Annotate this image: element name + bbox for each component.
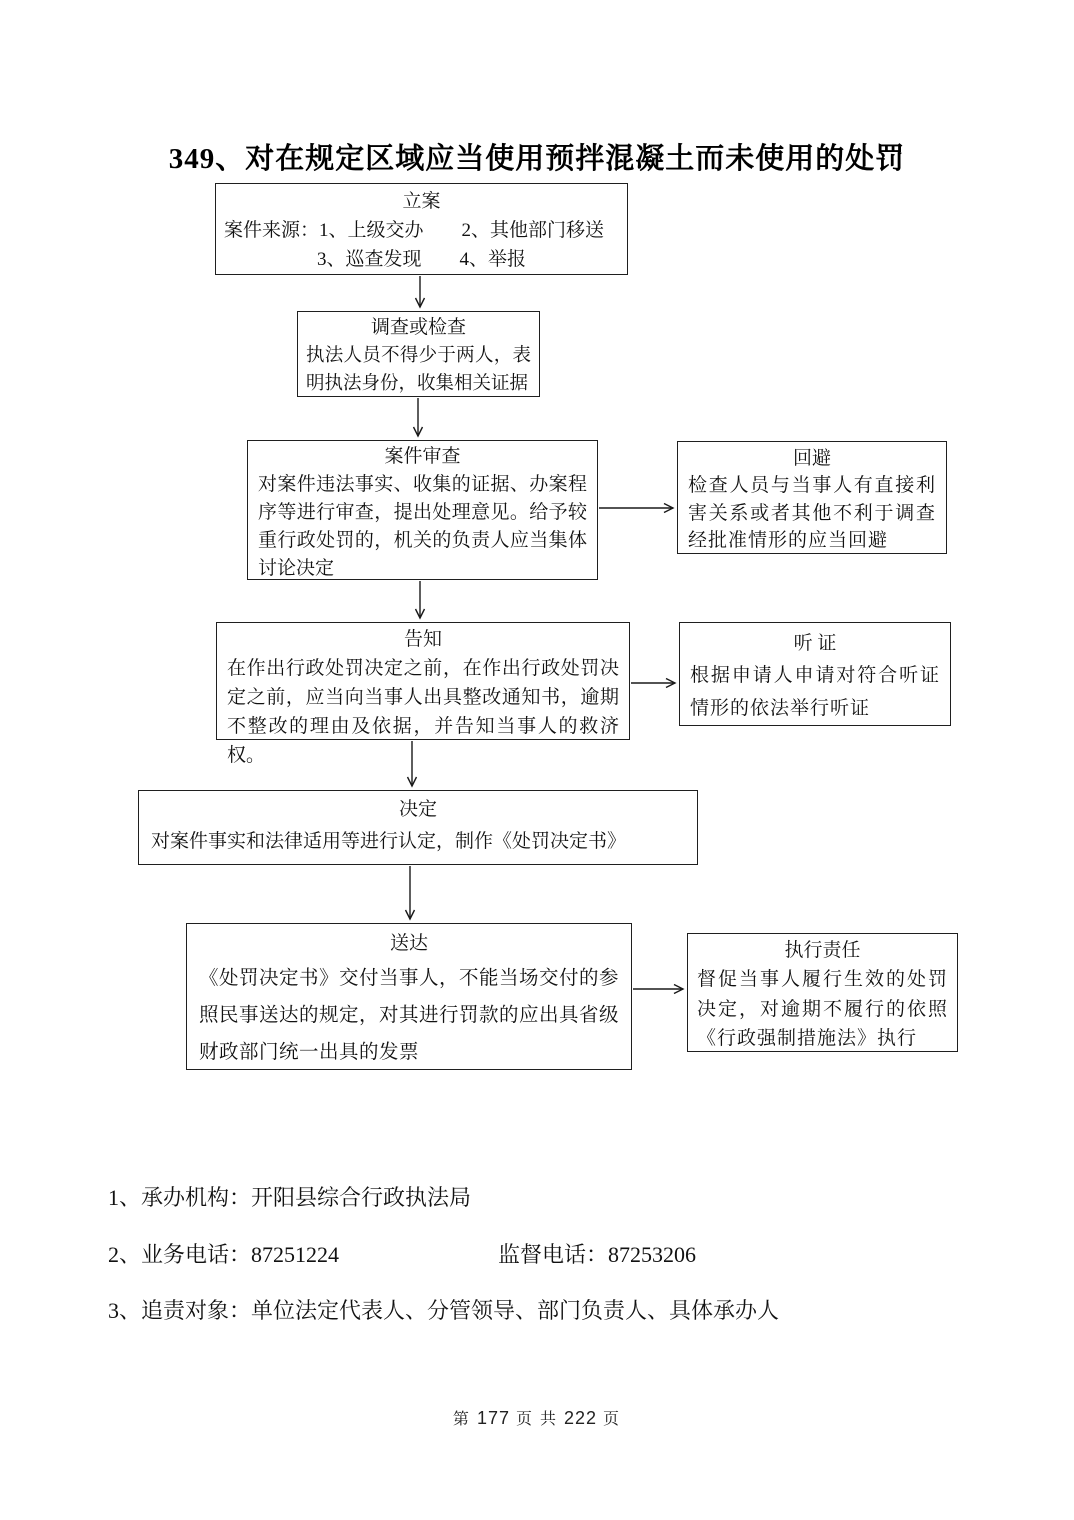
flow-node-execution-responsibility [687, 933, 958, 1052]
node-title: 听 证 [793, 633, 837, 654]
node-title: 调查或检查 [370, 317, 466, 338]
node-title: 立案 [402, 191, 441, 212]
flow-node-filing [215, 183, 628, 275]
business-phone: 2、业务电话：87251224 [108, 1242, 340, 1267]
node-line: 3、巡查发现 4、举报 [316, 249, 526, 270]
node-body: 《处罚决定书》交付当事人，不能当场交付的参照民事送达的规定，对其进行罚款的应出具省级财政部门统一出具的发票 [199, 968, 620, 1063]
flow-node-investigation [297, 311, 540, 397]
note-text: 3、追责对象：单位法定代表人、分管领导、部门负责人、具体承办人 [108, 1298, 780, 1323]
node-body: 在作出行政处罚决定之前，在作出行政处罚决定之前，应当向当事人出具整改通知书，逾期不整改的理由及依据，并告知当事人的救济权。 [227, 658, 619, 766]
node-title: 决定 [398, 799, 437, 820]
flow-node-recusal [677, 441, 947, 554]
footer-text: 页 [603, 1411, 622, 1428]
footer-text: 第 [452, 1411, 471, 1428]
node-body: 根据申请人申请对符合听证情形的依法举行听证 [690, 665, 940, 719]
flow-node-hearing [679, 622, 951, 726]
node-body: 执法人员不得少于两人，表明执法身份，收集相关证据 [306, 346, 531, 394]
node-title: 案件审查 [384, 446, 461, 467]
flow-node-notification [216, 622, 630, 766]
footer-text: 页 共 [515, 1411, 558, 1428]
node-line: 案件来源：1、上级交办 2、其他部门移送 [224, 220, 605, 241]
page-footer [0, 1406, 1074, 1429]
node-body: 检查人员与当事人有直接利害关系或者其他不利于调查经批准情形的应当回避 [688, 475, 936, 551]
node-title: 送达 [389, 933, 428, 954]
node-body: 督促当事人履行生效的处罚决定，对逾期不履行的依照《行政强制措施法》执行 [697, 969, 948, 1049]
node-title: 告知 [403, 629, 442, 650]
supervision-phone: 监督电话：87253206 [498, 1242, 697, 1267]
flow-node-decision [138, 790, 698, 865]
note-text: 1、承办机构：开阳县综合行政执法局 [108, 1185, 472, 1210]
note-accountability-targets [108, 1296, 779, 1326]
flow-node-case-review [247, 440, 598, 580]
page-number: 177 [476, 1408, 510, 1428]
page-title: 349、对在规定区域应当使用预拌混凝土而未使用的处罚 [168, 143, 906, 175]
note-phone-numbers [108, 1240, 908, 1270]
node-title: 执行责任 [784, 940, 861, 961]
total-pages: 222 [564, 1408, 598, 1428]
note-undertaking-agency [108, 1183, 471, 1213]
node-body: 对案件违法事实、收集的证据、办案程序等进行审查，提出处理意见。给予较重行政处罚的，机关的负责人应当集体讨论决定 [258, 474, 587, 579]
node-body: 对案件事实和法律适用等进行认定，制作《处罚决定书》 [151, 831, 627, 852]
flow-node-delivery [186, 923, 632, 1070]
node-title: 回避 [792, 448, 831, 469]
